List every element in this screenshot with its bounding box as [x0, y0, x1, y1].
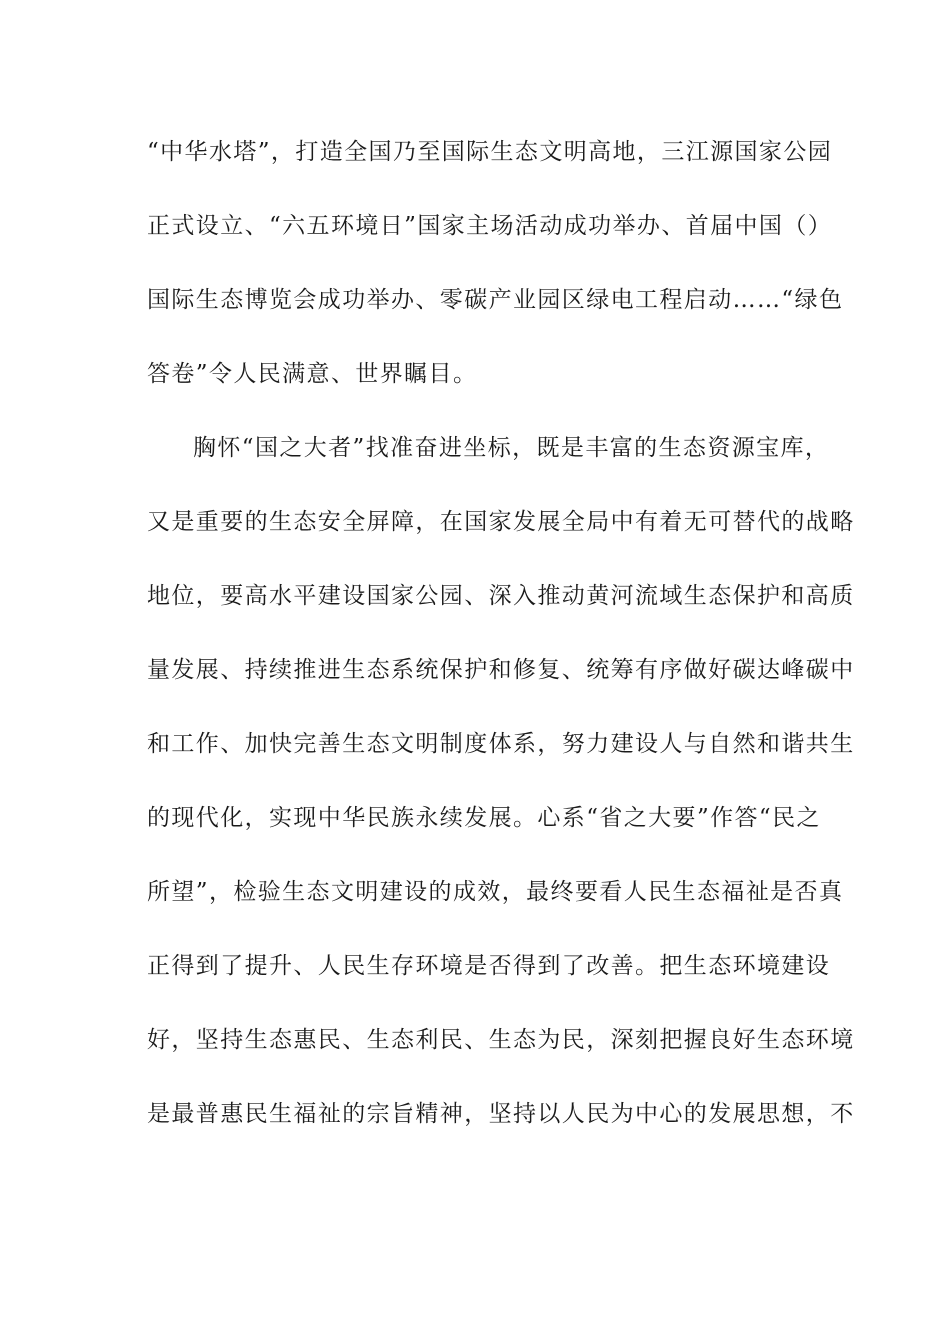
- text-line-11: 所望”，检验生态文明建设的成效，最终要看人民生态福祉是否真: [147, 879, 844, 905]
- text-line-3: 国际生态博览会成功举办、零碳产业园区绿电工程启动……“绿色: [147, 287, 844, 313]
- text-line-9: 和工作、加快完善生态文明制度体系，努力建设人与自然和谐共生: [147, 731, 855, 757]
- text-line-14: 是最普惠民生福祉的宗旨精神，坚持以人民为中心的发展思想，不: [147, 1101, 855, 1127]
- text-line-6: 又是重要的生态安全屏障，在国家发展全局中有着无可替代的战略: [147, 509, 855, 535]
- text-line-12: 正得到了提升、人民生存环境是否得到了改善。把生态环境建设: [147, 953, 831, 979]
- text-line-4: 答卷”令人民满意、世界瞩目。: [147, 361, 478, 387]
- text-line-2: 正式设立、“六五环境日”国家主场活动成功举办、首届中国（）: [147, 213, 833, 239]
- text-line-10: 的现代化，实现中华民族永续发展。心系“省之大要”作答“民之: [147, 805, 821, 831]
- text-line-1: “中华水塔”，打造全国乃至国际生态文明高地，三江源国家公园: [147, 139, 833, 165]
- text-line-5: 胸怀“国之大者”找准奋进坐标，既是丰富的生态资源宝库，: [193, 435, 830, 461]
- text-line-13: 好，坚持生态惠民、生态利民、生态为民，深刻把握良好生态环境: [147, 1027, 855, 1053]
- text-line-8: 量发展、持续推进生态系统保护和修复、统筹有序做好碳达峰碳中: [147, 657, 855, 683]
- text-line-7: 地位，要高水平建设国家公园、深入推动黄河流域生态保护和高质: [147, 583, 855, 609]
